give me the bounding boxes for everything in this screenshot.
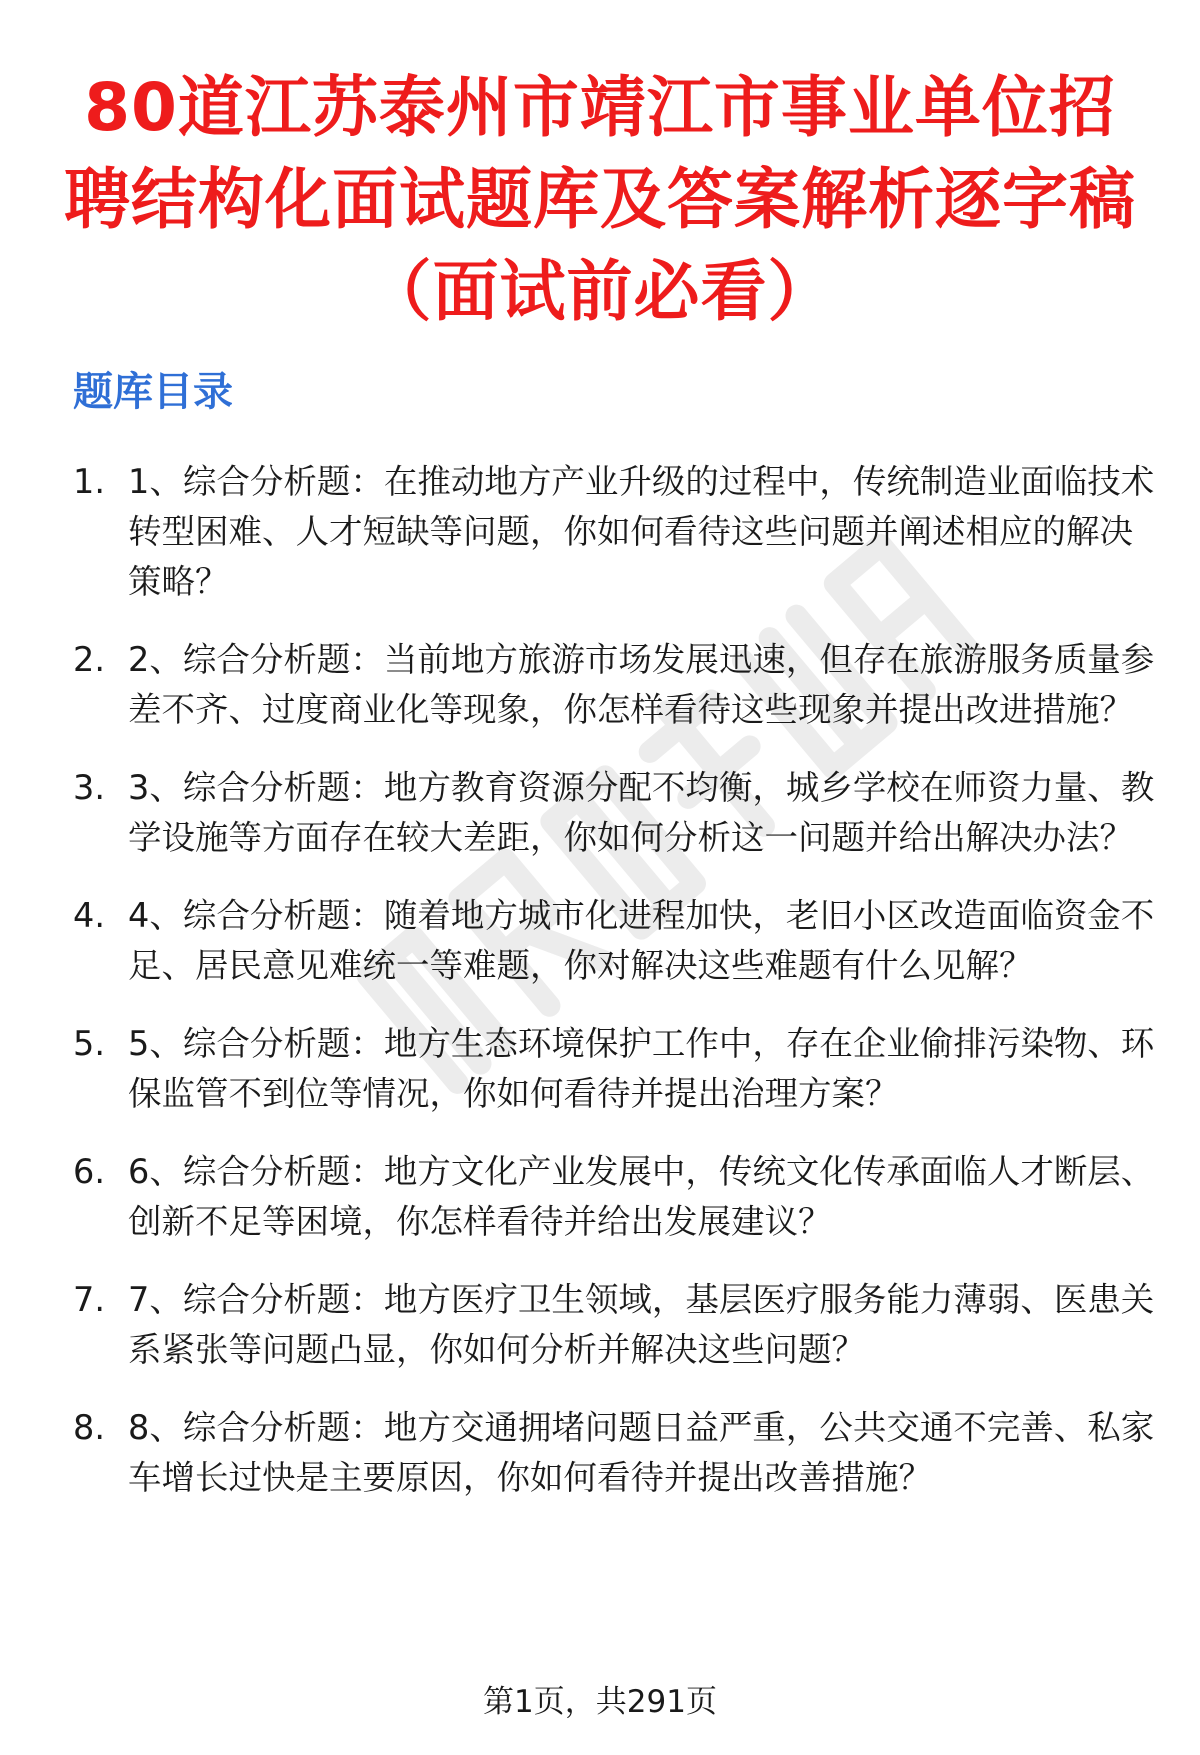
question-text: 3、综合分析题：地方教育资源分配不均衡，城乡学校在师资力量、教学设施等方面存在较大差距，你如何分析这一问题并给出解决办法？ <box>128 768 1155 857</box>
page-footer: 第1页，共291页 <box>483 1684 717 1720</box>
toc-heading: 题库目录 <box>73 369 233 415</box>
list-item <box>0 1403 1200 1503</box>
question-text: 6、综合分析题：地方文化产业发展中，传统文化传承面临人才断层、创新不足等困境，你怎样看待并给出发展建议？ <box>128 1152 1155 1241</box>
question-text: 4、综合分析题：随着地方城市化进程加快，老旧小区改造面临资金不足、居民意见难统一等难题，你对解决这些难题有什么见解？ <box>128 896 1155 985</box>
question-text: 1、综合分析题：在推动地方产业升级的过程中，传统制造业面临技术转型困难、人才短缺等问题，你如何看待这些问题并阐述相应的解决策略？ <box>128 462 1155 601</box>
list-item <box>0 635 1200 735</box>
question-number: 6. <box>73 1152 105 1191</box>
question-list <box>0 457 1200 1531</box>
list-item <box>0 457 1200 607</box>
question-text: 8、综合分析题：地方交通拥堵问题日益严重，公共交通不完善、私家车增长过快是主要原因，你如何看待并提出改善措施？ <box>128 1408 1155 1497</box>
question-number: 3. <box>73 768 105 807</box>
list-item <box>0 1275 1200 1375</box>
document-title: 80道江苏泰州市靖江市事业单位招聘结构化面试题库及答案解析逐字稿（面试前必看） <box>64 69 1136 330</box>
question-number: 4. <box>73 896 105 935</box>
question-number: 5. <box>73 1024 105 1063</box>
list-item <box>0 763 1200 863</box>
list-item <box>0 1147 1200 1247</box>
question-number: 2. <box>73 640 105 679</box>
question-number: 7. <box>73 1280 105 1319</box>
question-text: 2、综合分析题：当前地方旅游市场发展迅速，但存在旅游服务质量参差不齐、过度商业化等现象，你怎样看待这些现象并提出改进措施？ <box>128 640 1155 729</box>
list-item <box>0 891 1200 991</box>
list-item <box>0 1019 1200 1119</box>
question-text: 7、综合分析题：地方医疗卫生领域，基层医疗服务能力薄弱、医患关系紧张等问题凸显，你如何分析并解决这些问题？ <box>128 1280 1155 1369</box>
question-text: 5、综合分析题：地方生态环境保护工作中，存在企业偷排污染物、环保监管不到位等情况，你如何看待并提出治理方案？ <box>128 1024 1155 1113</box>
question-number: 1. <box>73 462 105 501</box>
question-number: 8. <box>73 1408 105 1447</box>
